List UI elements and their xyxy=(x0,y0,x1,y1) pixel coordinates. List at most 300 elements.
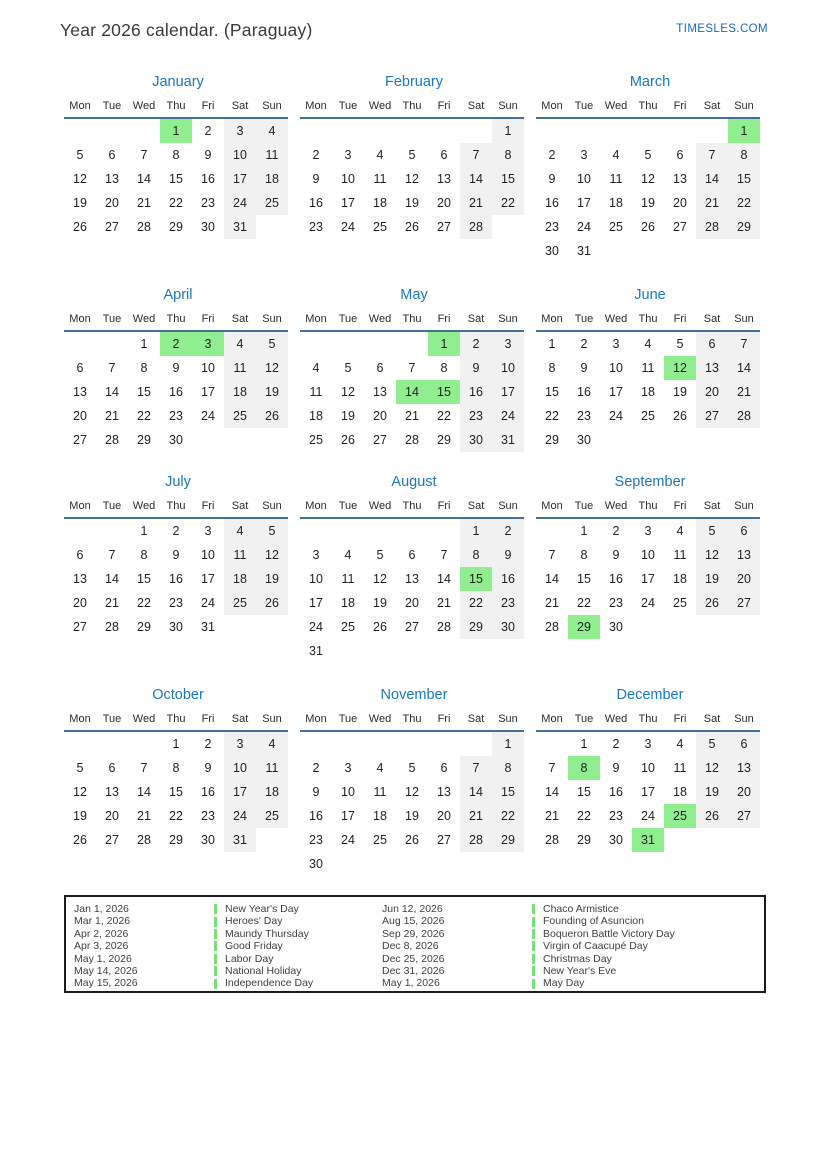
month-december xyxy=(536,683,764,876)
date-cell: 21 xyxy=(460,191,492,215)
date-cell: 27 xyxy=(437,833,451,847)
weekday-label: Fri xyxy=(201,313,215,325)
empty-cell xyxy=(64,239,96,263)
legend-row xyxy=(74,903,382,915)
date-cell: 20 xyxy=(673,196,687,210)
date-cell: 25 xyxy=(373,220,387,234)
date-cell: 5 xyxy=(76,148,84,162)
date-cell: 7 xyxy=(108,361,116,375)
month-dates xyxy=(536,519,760,663)
holiday-date: May 15, 2026 xyxy=(74,977,138,990)
date-cell: 17 xyxy=(201,572,215,586)
date-cell: 29 xyxy=(169,220,183,234)
date-cell: 20 xyxy=(437,809,451,823)
date-cell: 9 xyxy=(612,548,620,562)
date-cell: 18 xyxy=(373,196,387,210)
legend-row xyxy=(382,903,764,915)
empty-cell xyxy=(332,639,364,663)
empty-cell xyxy=(256,639,288,663)
date-cell: 20 xyxy=(728,567,760,591)
date-cell: 5 xyxy=(408,148,416,162)
legend-row xyxy=(74,965,382,977)
empty-cell xyxy=(160,852,192,876)
weekday-label: Wed xyxy=(368,500,392,512)
date-cell: 2 xyxy=(580,337,588,351)
holiday-name: Good Friday xyxy=(225,940,283,953)
date-cell: 21 xyxy=(696,191,728,215)
empty-cell xyxy=(396,119,428,143)
date-cell: 2 xyxy=(460,332,492,356)
weekday-label: Fri xyxy=(437,500,451,512)
date-cell: 6 xyxy=(376,361,384,375)
date-cell: 8 xyxy=(728,143,760,167)
date-cell: 19 xyxy=(256,567,288,591)
date-cell: 15 xyxy=(137,385,151,399)
date-cell: 19 xyxy=(696,567,728,591)
weekday-label: Mon xyxy=(541,100,563,112)
holiday-name: Independence Day xyxy=(225,977,314,990)
date-cell: 22 xyxy=(437,409,451,423)
date-cell: 1 xyxy=(428,332,460,356)
empty-cell xyxy=(364,852,396,876)
date-cell: 22 xyxy=(137,596,151,610)
holiday-date: Mar 1, 2026 xyxy=(74,915,131,928)
holiday-name: New Year's Day xyxy=(225,903,299,915)
weekday-label: Fri xyxy=(201,100,215,112)
empty-cell xyxy=(460,119,492,143)
date-cell: 2 xyxy=(160,332,192,356)
date-cell: 6 xyxy=(76,548,84,562)
empty-cell xyxy=(396,639,428,663)
date-cell: 4 xyxy=(676,524,684,538)
date-cell: 2 xyxy=(204,124,212,138)
date-cell: 14 xyxy=(437,572,451,586)
date-cell: 14 xyxy=(396,380,428,404)
date-cell: 20 xyxy=(373,409,387,423)
date-cell: 18 xyxy=(609,196,623,210)
weekday-label: Fri xyxy=(673,313,687,325)
weekday-label: Tue xyxy=(574,713,594,725)
weekday-header xyxy=(300,98,524,119)
date-cell: 8 xyxy=(568,756,600,780)
date-cell: 13 xyxy=(105,785,119,799)
date-cell: 11 xyxy=(609,172,623,186)
date-cell: 14 xyxy=(105,572,119,586)
date-cell: 9 xyxy=(548,172,556,186)
date-cell: 21 xyxy=(545,809,559,823)
holiday-marker-icon xyxy=(532,979,535,989)
date-cell: 9 xyxy=(172,361,180,375)
empty-cell xyxy=(396,852,428,876)
weekday-label: Tue xyxy=(338,313,358,325)
empty-cell xyxy=(300,332,332,356)
weekday-label: Wed xyxy=(368,100,392,112)
weekday-label: Thu xyxy=(166,313,186,325)
date-cell: 9 xyxy=(204,761,212,775)
date-cell: 1 xyxy=(160,119,192,143)
date-cell: 19 xyxy=(405,809,419,823)
date-cell: 30 xyxy=(609,620,623,634)
date-cell: 25 xyxy=(224,404,256,428)
month-title: July xyxy=(165,474,191,490)
holiday-legend xyxy=(64,895,766,993)
empty-cell xyxy=(568,119,600,143)
date-cell: 22 xyxy=(728,191,760,215)
empty-cell xyxy=(568,639,600,663)
date-cell: 15 xyxy=(137,572,151,586)
date-cell: 25 xyxy=(224,591,256,615)
weekday-label: Thu xyxy=(638,313,658,325)
holiday-marker-icon xyxy=(214,979,217,989)
weekday-label: Tue xyxy=(574,500,594,512)
date-cell: 22 xyxy=(545,409,559,423)
date-cell: 22 xyxy=(460,591,492,615)
date-cell: 17 xyxy=(309,596,323,610)
weekday-label: Fri xyxy=(673,100,687,112)
date-cell: 28 xyxy=(460,828,492,852)
date-cell: 16 xyxy=(609,572,623,586)
date-cell: 7 xyxy=(696,143,728,167)
weekday-label: Wed xyxy=(132,713,156,725)
date-cell: 15 xyxy=(577,785,591,799)
date-cell: 13 xyxy=(73,385,87,399)
month-dates xyxy=(64,519,288,663)
date-cell: 13 xyxy=(373,385,387,399)
date-cell: 6 xyxy=(440,148,448,162)
date-cell: 17 xyxy=(341,809,355,823)
date-cell: 8 xyxy=(548,361,556,375)
date-cell: 21 xyxy=(545,596,559,610)
empty-cell xyxy=(600,428,632,452)
site-link[interactable]: TIMESLES.COM xyxy=(676,23,768,35)
month-dates xyxy=(64,119,288,263)
date-cell: 30 xyxy=(609,833,623,847)
date-cell: 8 xyxy=(140,548,148,562)
empty-cell xyxy=(364,119,396,143)
date-cell: 5 xyxy=(696,732,728,756)
empty-cell xyxy=(160,639,192,663)
date-cell: 26 xyxy=(373,620,387,634)
date-cell: 31 xyxy=(577,244,591,258)
date-cell: 16 xyxy=(169,385,183,399)
date-cell: 13 xyxy=(437,172,451,186)
date-cell: 18 xyxy=(373,809,387,823)
empty-cell xyxy=(396,239,428,263)
date-cell: 29 xyxy=(568,615,600,639)
empty-cell xyxy=(728,828,760,852)
date-cell: 11 xyxy=(373,785,387,799)
date-cell: 19 xyxy=(673,385,687,399)
date-cell: 3 xyxy=(204,524,212,538)
date-cell: 30 xyxy=(492,615,524,639)
date-cell: 30 xyxy=(169,620,183,634)
date-cell: 23 xyxy=(201,809,215,823)
weekday-label: Sat xyxy=(703,100,721,112)
empty-cell xyxy=(300,732,332,756)
date-cell: 4 xyxy=(644,337,652,351)
date-cell: 8 xyxy=(440,361,448,375)
date-cell: 19 xyxy=(341,409,355,423)
weekday-label: Tue xyxy=(338,100,358,112)
date-cell: 2 xyxy=(312,761,320,775)
date-cell: 2 xyxy=(312,148,320,162)
date-cell: 10 xyxy=(341,172,355,186)
weekday-label: Thu xyxy=(166,100,186,112)
empty-cell xyxy=(256,239,288,263)
weekday-label: Mon xyxy=(69,100,91,112)
legend-row xyxy=(382,940,764,952)
empty-cell xyxy=(568,852,600,876)
weekday-label: Sat xyxy=(231,313,249,325)
empty-cell xyxy=(696,828,728,852)
month-dates xyxy=(300,332,524,476)
month-dates xyxy=(536,332,760,476)
empty-cell xyxy=(224,615,256,639)
empty-cell xyxy=(664,428,696,452)
empty-cell xyxy=(492,215,524,239)
holiday-name: Heroes' Day xyxy=(225,915,283,928)
legend-row xyxy=(74,977,382,989)
date-cell: 12 xyxy=(696,543,728,567)
legend-row xyxy=(74,915,382,927)
date-cell: 23 xyxy=(309,833,323,847)
weekday-label: Sun xyxy=(262,713,282,725)
date-cell: 27 xyxy=(73,620,87,634)
date-cell: 6 xyxy=(108,761,116,775)
holiday-date: Aug 15, 2026 xyxy=(382,915,445,928)
empty-cell xyxy=(600,239,632,263)
holiday-date: Dec 8, 2026 xyxy=(382,940,439,953)
date-cell: 4 xyxy=(376,761,384,775)
date-cell: 2 xyxy=(492,519,524,543)
date-cell: 21 xyxy=(728,380,760,404)
date-cell: 26 xyxy=(73,833,87,847)
date-cell: 2 xyxy=(612,524,620,538)
weekday-label: Fri xyxy=(437,100,451,112)
date-cell: 8 xyxy=(492,756,524,780)
holiday-name: Maundy Thursday xyxy=(225,927,309,940)
month-title: June xyxy=(634,287,666,303)
date-cell: 16 xyxy=(609,785,623,799)
date-cell: 19 xyxy=(73,809,87,823)
weekday-header xyxy=(64,311,288,332)
holiday-marker-icon xyxy=(532,941,535,951)
date-cell: 26 xyxy=(405,833,419,847)
empty-cell xyxy=(128,639,160,663)
weekday-label: Sat xyxy=(703,500,721,512)
date-cell: 24 xyxy=(309,620,323,634)
date-cell: 2 xyxy=(204,737,212,751)
empty-cell xyxy=(632,239,664,263)
legend-column-right xyxy=(382,903,764,991)
month-title: May xyxy=(400,287,428,303)
date-cell: 23 xyxy=(309,220,323,234)
date-cell: 30 xyxy=(169,433,183,447)
date-cell: 2 xyxy=(548,148,556,162)
date-cell: 6 xyxy=(440,761,448,775)
date-cell: 13 xyxy=(696,356,728,380)
date-cell: 24 xyxy=(341,220,355,234)
weekday-label: Sat xyxy=(467,313,485,325)
month-april xyxy=(64,283,292,470)
date-cell: 13 xyxy=(105,172,119,186)
empty-cell xyxy=(396,332,428,356)
date-cell: 1 xyxy=(140,337,148,351)
weekday-label: Sun xyxy=(734,100,754,112)
weekday-label: Wed xyxy=(604,100,628,112)
empty-cell xyxy=(96,119,128,143)
date-cell: 25 xyxy=(341,620,355,634)
holiday-marker-icon xyxy=(214,917,217,927)
empty-cell xyxy=(64,119,96,143)
weekday-label: Tue xyxy=(102,500,122,512)
date-cell: 27 xyxy=(437,220,451,234)
date-cell: 4 xyxy=(256,119,288,143)
date-cell: 18 xyxy=(641,385,655,399)
weekday-label: Mon xyxy=(541,713,563,725)
empty-cell xyxy=(664,852,696,876)
date-cell: 12 xyxy=(256,356,288,380)
date-cell: 10 xyxy=(224,756,256,780)
date-cell: 17 xyxy=(609,385,623,399)
date-cell: 10 xyxy=(224,143,256,167)
date-cell: 17 xyxy=(341,196,355,210)
empty-cell xyxy=(192,852,224,876)
date-cell: 23 xyxy=(577,409,591,423)
date-cell: 3 xyxy=(344,148,352,162)
date-cell: 17 xyxy=(577,196,591,210)
date-cell: 19 xyxy=(696,780,728,804)
weekday-label: Thu xyxy=(402,100,422,112)
empty-cell xyxy=(632,119,664,143)
date-cell: 19 xyxy=(641,196,655,210)
empty-cell xyxy=(664,615,696,639)
date-cell: 11 xyxy=(309,385,323,399)
holiday-marker-icon xyxy=(214,929,217,939)
date-cell: 12 xyxy=(256,543,288,567)
date-cell: 17 xyxy=(224,780,256,804)
month-dates xyxy=(300,119,524,263)
holiday-date: Sep 29, 2026 xyxy=(382,927,445,940)
weekday-label: Mon xyxy=(305,500,327,512)
empty-cell xyxy=(128,732,160,756)
weekday-label: Tue xyxy=(102,713,122,725)
weekday-label: Wed xyxy=(368,313,392,325)
empty-cell xyxy=(600,119,632,143)
empty-cell xyxy=(728,615,760,639)
empty-cell xyxy=(364,239,396,263)
date-cell: 28 xyxy=(545,620,559,634)
date-cell: 13 xyxy=(405,572,419,586)
weekday-label: Mon xyxy=(69,713,91,725)
date-cell: 28 xyxy=(437,620,451,634)
date-cell: 10 xyxy=(577,172,591,186)
empty-cell xyxy=(332,519,364,543)
date-cell: 31 xyxy=(309,644,323,658)
weekday-label: Tue xyxy=(102,313,122,325)
date-cell: 25 xyxy=(673,596,687,610)
date-cell: 30 xyxy=(577,433,591,447)
month-dates xyxy=(300,519,524,663)
month-title: April xyxy=(163,287,193,303)
date-cell: 14 xyxy=(137,172,151,186)
date-cell: 9 xyxy=(312,785,320,799)
weekday-label: Sat xyxy=(467,713,485,725)
empty-cell xyxy=(364,332,396,356)
weekday-header xyxy=(64,98,288,119)
holiday-name: Christmas Day xyxy=(543,952,612,965)
date-cell: 12 xyxy=(405,785,419,799)
date-cell: 1 xyxy=(580,524,588,538)
legend-row xyxy=(74,940,382,952)
date-cell: 15 xyxy=(577,572,591,586)
date-cell: 16 xyxy=(545,196,559,210)
holiday-marker-icon xyxy=(214,941,217,951)
date-cell: 26 xyxy=(641,220,655,234)
date-cell: 26 xyxy=(405,220,419,234)
empty-cell xyxy=(300,519,332,543)
weekday-header xyxy=(300,311,524,332)
empty-cell xyxy=(492,239,524,263)
weekday-label: Sun xyxy=(262,100,282,112)
empty-cell xyxy=(364,639,396,663)
date-cell: 7 xyxy=(548,548,556,562)
date-cell: 14 xyxy=(105,385,119,399)
date-cell: 6 xyxy=(728,519,760,543)
empty-cell xyxy=(64,852,96,876)
empty-cell xyxy=(728,428,760,452)
weekday-label: Thu xyxy=(402,313,422,325)
holiday-name: National Holiday xyxy=(225,965,302,978)
weekday-label: Wed xyxy=(132,500,156,512)
empty-cell xyxy=(332,239,364,263)
date-cell: 24 xyxy=(201,409,215,423)
empty-cell xyxy=(696,615,728,639)
weekday-label: Wed xyxy=(368,713,392,725)
holiday-name: Founding of Asuncion xyxy=(543,915,644,928)
date-cell: 1 xyxy=(728,119,760,143)
empty-cell xyxy=(96,519,128,543)
date-cell: 27 xyxy=(105,833,119,847)
weekday-label: Mon xyxy=(541,313,563,325)
date-cell: 3 xyxy=(644,737,652,751)
date-cell: 8 xyxy=(140,361,148,375)
date-cell: 29 xyxy=(492,828,524,852)
holiday-marker-icon xyxy=(532,929,535,939)
empty-cell xyxy=(332,852,364,876)
month-october xyxy=(64,683,292,876)
date-cell: 16 xyxy=(309,809,323,823)
page-header xyxy=(60,20,768,41)
date-cell: 4 xyxy=(224,519,256,543)
date-cell: 16 xyxy=(460,380,492,404)
empty-cell xyxy=(224,239,256,263)
date-cell: 28 xyxy=(105,620,119,634)
date-cell: 11 xyxy=(224,356,256,380)
empty-cell xyxy=(396,519,428,543)
date-cell: 28 xyxy=(460,215,492,239)
date-cell: 6 xyxy=(108,148,116,162)
weekday-label: Sun xyxy=(262,313,282,325)
date-cell: 7 xyxy=(140,148,148,162)
date-cell: 5 xyxy=(408,761,416,775)
empty-cell xyxy=(460,239,492,263)
date-cell: 30 xyxy=(201,833,215,847)
date-cell: 7 xyxy=(548,761,556,775)
empty-cell xyxy=(64,732,96,756)
weekday-label: Sun xyxy=(498,713,518,725)
empty-cell xyxy=(64,332,96,356)
